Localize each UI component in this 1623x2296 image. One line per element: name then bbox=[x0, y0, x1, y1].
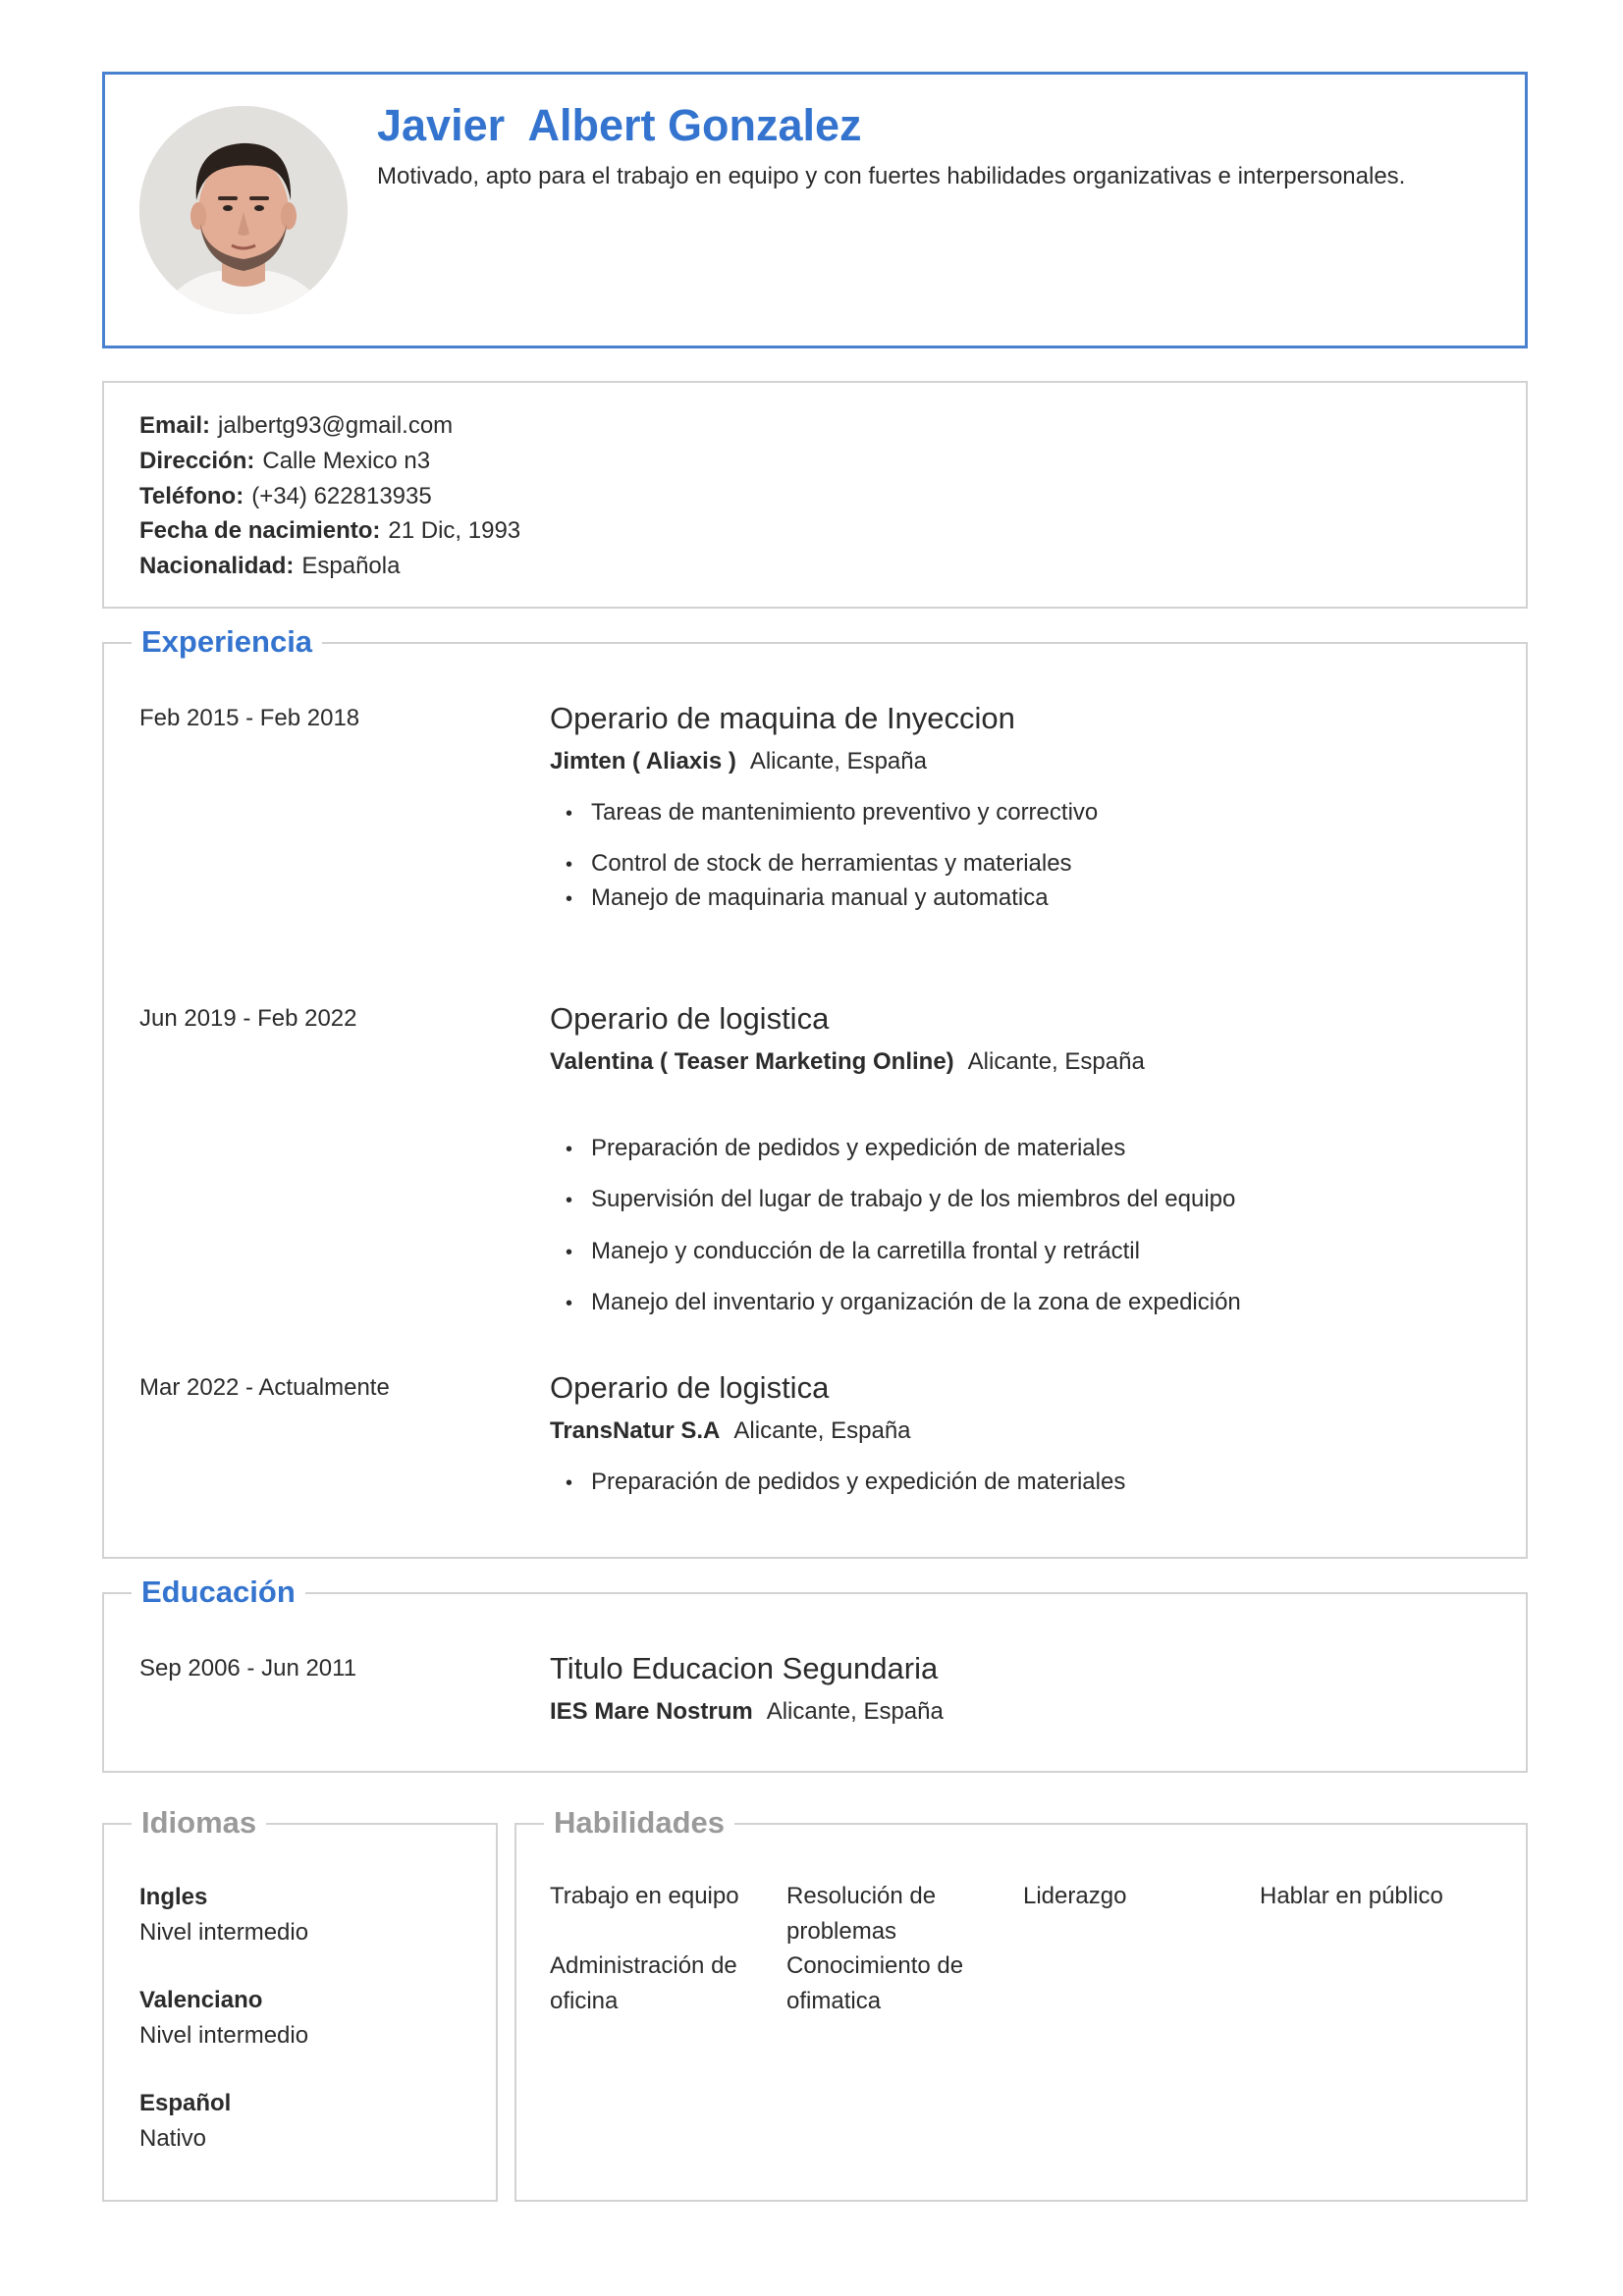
job-bullet bbox=[566, 1468, 1125, 1496]
email-value: jalbertg93@gmail.com bbox=[218, 412, 454, 439]
education-dates: Sep 2006 - Jun 2011 bbox=[139, 1655, 357, 1682]
bullet-icon: • bbox=[566, 1242, 573, 1263]
job-dates: Feb 2015 - Feb 2018 bbox=[139, 705, 360, 731]
skill-item: Hablar en público bbox=[1260, 1883, 1443, 1909]
contact-label: Nacionalidad: bbox=[139, 553, 295, 579]
bullet-text: Tareas de mantenimiento preventivo y correctivo bbox=[591, 799, 1099, 826]
language-name: Español bbox=[139, 2090, 232, 2116]
bullet-icon: • bbox=[566, 1293, 573, 1314]
job-dates: Mar 2022 - Actualmente bbox=[139, 1374, 390, 1401]
contact-nationality bbox=[139, 553, 400, 580]
section-heading-skills: Habilidades bbox=[544, 1805, 734, 1841]
company-location: Alicante, España bbox=[967, 1048, 1145, 1075]
contact-birthdate bbox=[139, 517, 520, 545]
skill-item: Administración de oficina bbox=[550, 1952, 737, 2014]
company-location: Alicante, España bbox=[749, 748, 927, 774]
language-name: Valenciano bbox=[139, 1987, 263, 2013]
job-title: Operario de logistica bbox=[550, 1370, 830, 1405]
bullet-icon: • bbox=[566, 888, 573, 910]
birthdate-value: 21 Dic, 1993 bbox=[388, 517, 521, 544]
job-title: Operario de maquina de Inyeccion bbox=[550, 701, 1015, 735]
job-bullet bbox=[566, 799, 1098, 827]
full-name: Javier Albert Gonzalez bbox=[377, 100, 862, 150]
contact-section bbox=[102, 381, 1528, 609]
language-name: Ingles bbox=[139, 1884, 208, 1910]
section-heading-languages: Idiomas bbox=[132, 1805, 266, 1841]
bullet-text: Manejo de maquinaria manual y automatica bbox=[591, 884, 1049, 911]
bullet-text: Manejo y conducción de la carretilla frontal y retráctil bbox=[591, 1238, 1140, 1264]
education-section bbox=[102, 1575, 1528, 1773]
skill-item: Trabajo en equipo bbox=[550, 1883, 739, 1909]
bullet-icon: • bbox=[566, 854, 573, 876]
contact-label: Email: bbox=[139, 412, 211, 439]
education-title: Titulo Educacion Segundaria bbox=[550, 1651, 939, 1685]
job-bullet bbox=[566, 850, 1072, 878]
job-bullet bbox=[566, 1238, 1140, 1265]
job-title: Operario de logistica bbox=[550, 1001, 830, 1036]
job-bullet bbox=[566, 1289, 1241, 1316]
nationality-value: Española bbox=[301, 553, 401, 579]
job-dates: Jun 2019 - Feb 2022 bbox=[139, 1005, 357, 1032]
languages-section bbox=[102, 1805, 498, 2202]
section-heading-education: Educación bbox=[132, 1575, 305, 1610]
contact-phone bbox=[139, 483, 432, 510]
profile-photo-illustration bbox=[139, 106, 348, 314]
bullet-text: Supervisión del lugar de trabajo y de los miembros del equipo bbox=[591, 1186, 1236, 1212]
company-location: Alicante, España bbox=[733, 1417, 911, 1444]
bullet-text: Manejo del inventario y organización de la zona de expedición bbox=[591, 1289, 1241, 1315]
experience-section bbox=[102, 624, 1528, 1559]
profile-header bbox=[102, 72, 1528, 348]
education-school-line bbox=[550, 1698, 944, 1726]
job-company-line bbox=[550, 1417, 911, 1445]
job-bullet bbox=[566, 1186, 1235, 1213]
company-name: Jimten ( Aliaxis ) bbox=[550, 748, 736, 774]
bullet-icon: • bbox=[566, 1139, 573, 1160]
bullet-icon: • bbox=[566, 803, 573, 825]
job-bullet bbox=[566, 884, 1049, 912]
school-location: Alicante, España bbox=[766, 1698, 944, 1725]
contact-label: Fecha de nacimiento: bbox=[139, 517, 381, 544]
bullet-icon: • bbox=[566, 1472, 573, 1494]
contact-email bbox=[139, 412, 453, 440]
profile-photo bbox=[139, 106, 348, 314]
section-heading-experience: Experiencia bbox=[132, 624, 322, 660]
bullet-text: Control de stock de herramientas y materiales bbox=[591, 850, 1072, 877]
contact-address bbox=[139, 448, 430, 475]
language-level: Nivel intermedio bbox=[139, 1919, 309, 1946]
job-company-line bbox=[550, 1048, 1145, 1076]
bullet-text: Preparación de pedidos y expedición de materiales bbox=[591, 1135, 1126, 1161]
contact-label: Teléfono: bbox=[139, 483, 244, 509]
skills-section bbox=[514, 1805, 1528, 2202]
job-bullet bbox=[566, 1135, 1125, 1162]
school-name: IES Mare Nostrum bbox=[550, 1698, 753, 1725]
company-name: TransNatur S.A bbox=[550, 1417, 721, 1444]
profile-summary: Motivado, apto para el trabajo en equipo y con fuertes habilidades organizativas e interpersonales. bbox=[377, 163, 1406, 189]
bullet-icon: • bbox=[566, 1190, 573, 1211]
phone-value: (+34) 622813935 bbox=[251, 483, 432, 509]
contact-label: Dirección: bbox=[139, 448, 255, 474]
skill-item: Resolución de problemas bbox=[786, 1883, 937, 1945]
language-level: Nivel intermedio bbox=[139, 2022, 309, 2049]
skill-item: Conocimiento de ofimatica bbox=[786, 1952, 964, 2014]
job-company-line bbox=[550, 748, 927, 775]
bullet-text: Preparación de pedidos y expedición de materiales bbox=[591, 1468, 1126, 1495]
address-value: Calle Mexico n3 bbox=[262, 448, 431, 474]
company-name: Valentina ( Teaser Marketing Online) bbox=[550, 1048, 954, 1075]
language-level: Nativo bbox=[139, 2125, 207, 2152]
skill-item: Liderazgo bbox=[1023, 1883, 1127, 1909]
